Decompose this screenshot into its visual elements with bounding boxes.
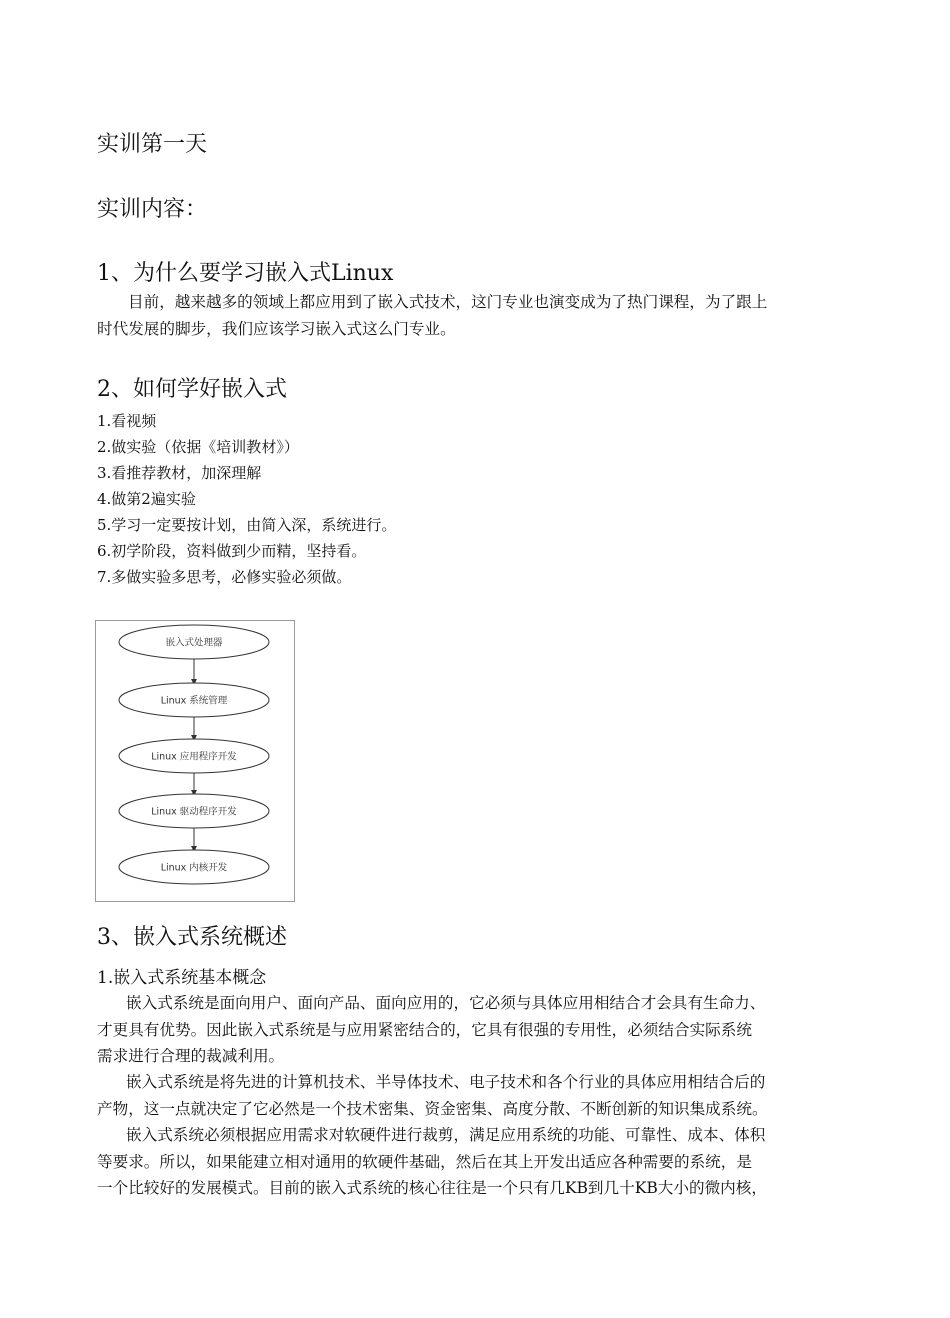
node-label: Linux 内核开发 (160, 862, 228, 874)
section2-title: 2、如何学好嵌入式 (97, 377, 287, 402)
paragraph-line: 等要求。所以，如果能建立相对通用的软硬件基础，然后在其上开发出适应各种需要的系统，是 (97, 1152, 752, 1171)
node-label: Linux 系统管理 (160, 695, 228, 707)
paragraph-line: 产物，这一点就决定了它必然是一个技术密集、资金密集、高度分散、不断创新的知识集成系统。 (97, 1099, 768, 1118)
heading-content: 实训内容： (97, 197, 208, 222)
flowchart (96, 621, 294, 901)
flow-node-system-admin (119, 683, 269, 717)
paragraph-line: 嵌入式系统是面向用户、面向产品、面向应用的，它必须与具体应用相结合才会具有生命力、 (126, 994, 766, 1012)
flowchart-figure (95, 620, 295, 902)
paragraph-line: 嵌入式系统是将先进的计算机技术、半导体技术、电子技术和各个行业的具体应用相结合后的 (126, 1073, 766, 1091)
paragraph-line: 才更具有优势。因此嵌入式系统是与应用紧密结合的，它具有很强的专用性，必须结合实际系统 (97, 1020, 752, 1039)
flow-node-driver-dev (119, 794, 269, 828)
list-item: 6.初学阶段，资料做到少而精，坚持看。 (97, 542, 367, 560)
section1-paragraph (97, 289, 857, 342)
paragraph-line: 嵌入式系统必须根据应用需求对软硬件进行裁剪，满足应用系统的功能、可靠性、成本、体积 (126, 1126, 766, 1144)
node-label: Linux 驱动程序开发 (151, 806, 237, 818)
section3-paragraph-2 (97, 1069, 857, 1122)
list-item: 7.多做实验多思考，必修实验必须做。 (97, 568, 352, 586)
list-item: 2.做实验（依据《培训教材》） (97, 438, 299, 456)
flow-node-processor (119, 625, 269, 659)
flow-node-kernel-dev (119, 850, 269, 884)
section1-line: 时代发展的脚步，我们应该学习嵌入式这么门专业。 (97, 319, 456, 338)
flow-node-app-dev (119, 739, 269, 773)
paragraph-line: 一个比较好的发展模式。目前的嵌入式系统的核心往往是一个只有几KB到几十KB大小的微内核， (97, 1179, 767, 1197)
list-item: 3.看推荐教材，加深理解 (97, 464, 262, 482)
section3-subtitle: 1.嵌入式系统基本概念 (97, 968, 267, 988)
node-label: 嵌入式处理器 (165, 637, 223, 649)
paragraph-line: 需求进行合理的裁减利用。 (97, 1047, 285, 1065)
list-item: 4.做第2遍实验 (97, 490, 196, 508)
node-label: Linux 应用程序开发 (151, 751, 237, 763)
section1-line: 目前，越来越多的领域上都应用到了嵌入式技术，这门专业也演变成为了热门课程，为了跟上 (128, 293, 768, 311)
section3-paragraph-3 (97, 1122, 857, 1202)
section1-title: 1、为什么要学习嵌入式Linux (97, 261, 394, 286)
list-item: 5.学习一定要按计划，由简入深，系统进行。 (97, 516, 397, 534)
list-item: 1.看视频 (97, 412, 157, 430)
section3-title: 3、嵌入式系统概述 (97, 925, 287, 950)
section3-paragraph-1 (97, 990, 857, 1070)
heading-day: 实训第一天 (97, 132, 208, 157)
